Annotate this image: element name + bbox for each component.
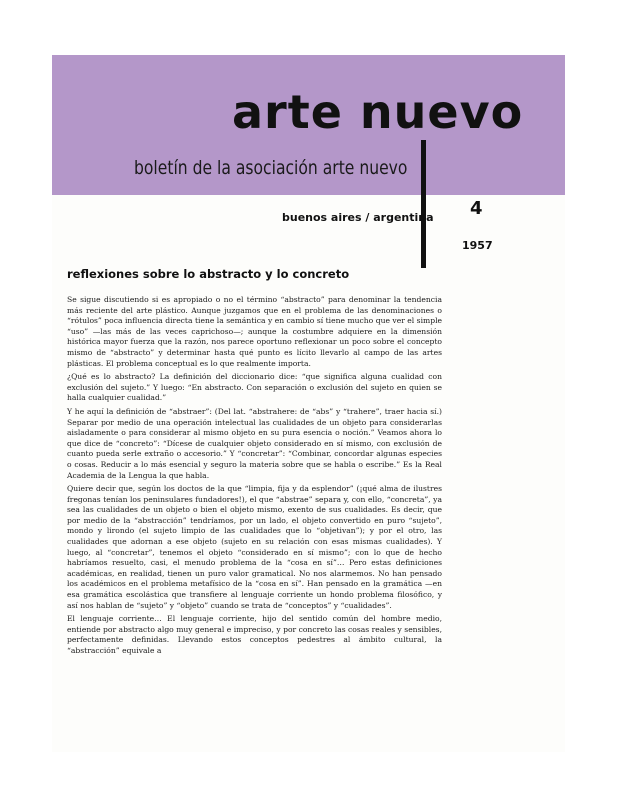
place-of-publication: buenos aires / argentina: [282, 211, 434, 224]
article-paragraph: El lenguaje corriente… El lenguaje corriente, hijo del sentido común del hombre medio, entiende por abstracto algo muy general e impreciso, y por concreto las cosas reales y sensibles, perfectamente definidas. Llevando estos conceptos pedestres al ámbito cultural, la “abstracción” equivale a: [67, 614, 442, 655]
masthead-subtitle: boletín de la asociación arte nuevo: [134, 157, 408, 179]
masthead-title: arte nuevo: [232, 85, 524, 139]
article-paragraph: Se sigue discutiendo si es apropiado o no el término “abstracto” para denominar la tendencia más reciente del arte plástico. Aunque juzgamos que en el problema de las denominaciones o “rótulos” poca influencia directa tiene la semántica y en cambio sí tiene mucho que ver el simple “uso” —las más de las veces caprichoso—; aunque la costumbre adquiere en la dimensión histórica mayor fuerza que la razón, nos parece oportuno reflexionar un poco sobre el concepto mismo de “abstracto” y determinar hasta qué punto es lícito llevarlo al campo de las artes plásticas. El problema conceptual es lo que realmente importa.: [67, 295, 442, 368]
article-paragraph: Y he aquí la definición de “abstraer”: (Del lat. “abstrahere: de “abs” y “trahere”, traer hacia sí.) Separar por medio de una operación intelectual las cualidades de un objeto para considerarlas aisladamente o para considerar al mismo objeto en su pura esencia o noción.” Veamos ahora lo que dice de “concreto”: “Dícese de cualquier objeto considerado en sí mismo, con exclusión de cuanto pueda serle extraño o accesorio.” Y “concretar”: “Combinar, concordar algunas especies o cosas. Reducir a lo más esencial y seguro la materia sobre que se habla o escribe.” Es la Real Academia de la Lengua la que habla.: [67, 406, 442, 480]
masthead-banner: [52, 55, 565, 195]
publication-year: 1957: [462, 239, 493, 252]
article-paragraph: Quiere decir que, según los doctos de la que “limpia, fija y da esplendor” (¡qué alma de ilustres fregonas tenían los peninsulares fundadores!), el que “abstrae” separa y, con ello, “concreta”, ya sea las cualidades de un objeto o bien el objeto mismo, exento de sus cualidades. Es decir, que por medio de la “abstracción” tendríamos, por un lado, el objeto convertido en puro “sujeto”, mondo y lirondo (el sujeto limpio de las cualidades que lo “objetivan”); y por el otro, las cualidades que adornan a ese objeto (sujeto en su relación con esas mismas cualidades). Y luego, al “concretar”, tenemos el objeto “considerado en sí mismo”; con lo que de hecho habríamos resuelto, casi, el menudo problema de la “cosa en sí”… Pero estas definiciones académicas, en realidad, tienen un puro valor gramatical. No nos alarmemos. No han pensado los académicos en el problema metafísico de la “cosa en sí”. Han pensado en la gramática —en esa gramática escolástica que transfiere al lenguaje corriente un hondo problema filosófico, y así nos hablan de “sujeto” y “objeto” cuando se trata de “conceptos” y “cualidades”.: [67, 484, 442, 610]
article-body: [67, 295, 442, 660]
magazine-page: [52, 55, 565, 752]
article-paragraph: ¿Qué es lo abstracto? La definición del diccionario dice: “que significa alguna cualidad con exclusión del sujeto.” Y luego: “En abstracto. Con separación o exclusión del sujeto en quien se halla cualquier cualidad.”: [67, 372, 442, 403]
article-title: reflexiones sobre lo abstracto y lo concreto: [67, 267, 350, 281]
issue-number: 4: [470, 198, 483, 219]
masthead-vertical-rule: [421, 140, 426, 268]
